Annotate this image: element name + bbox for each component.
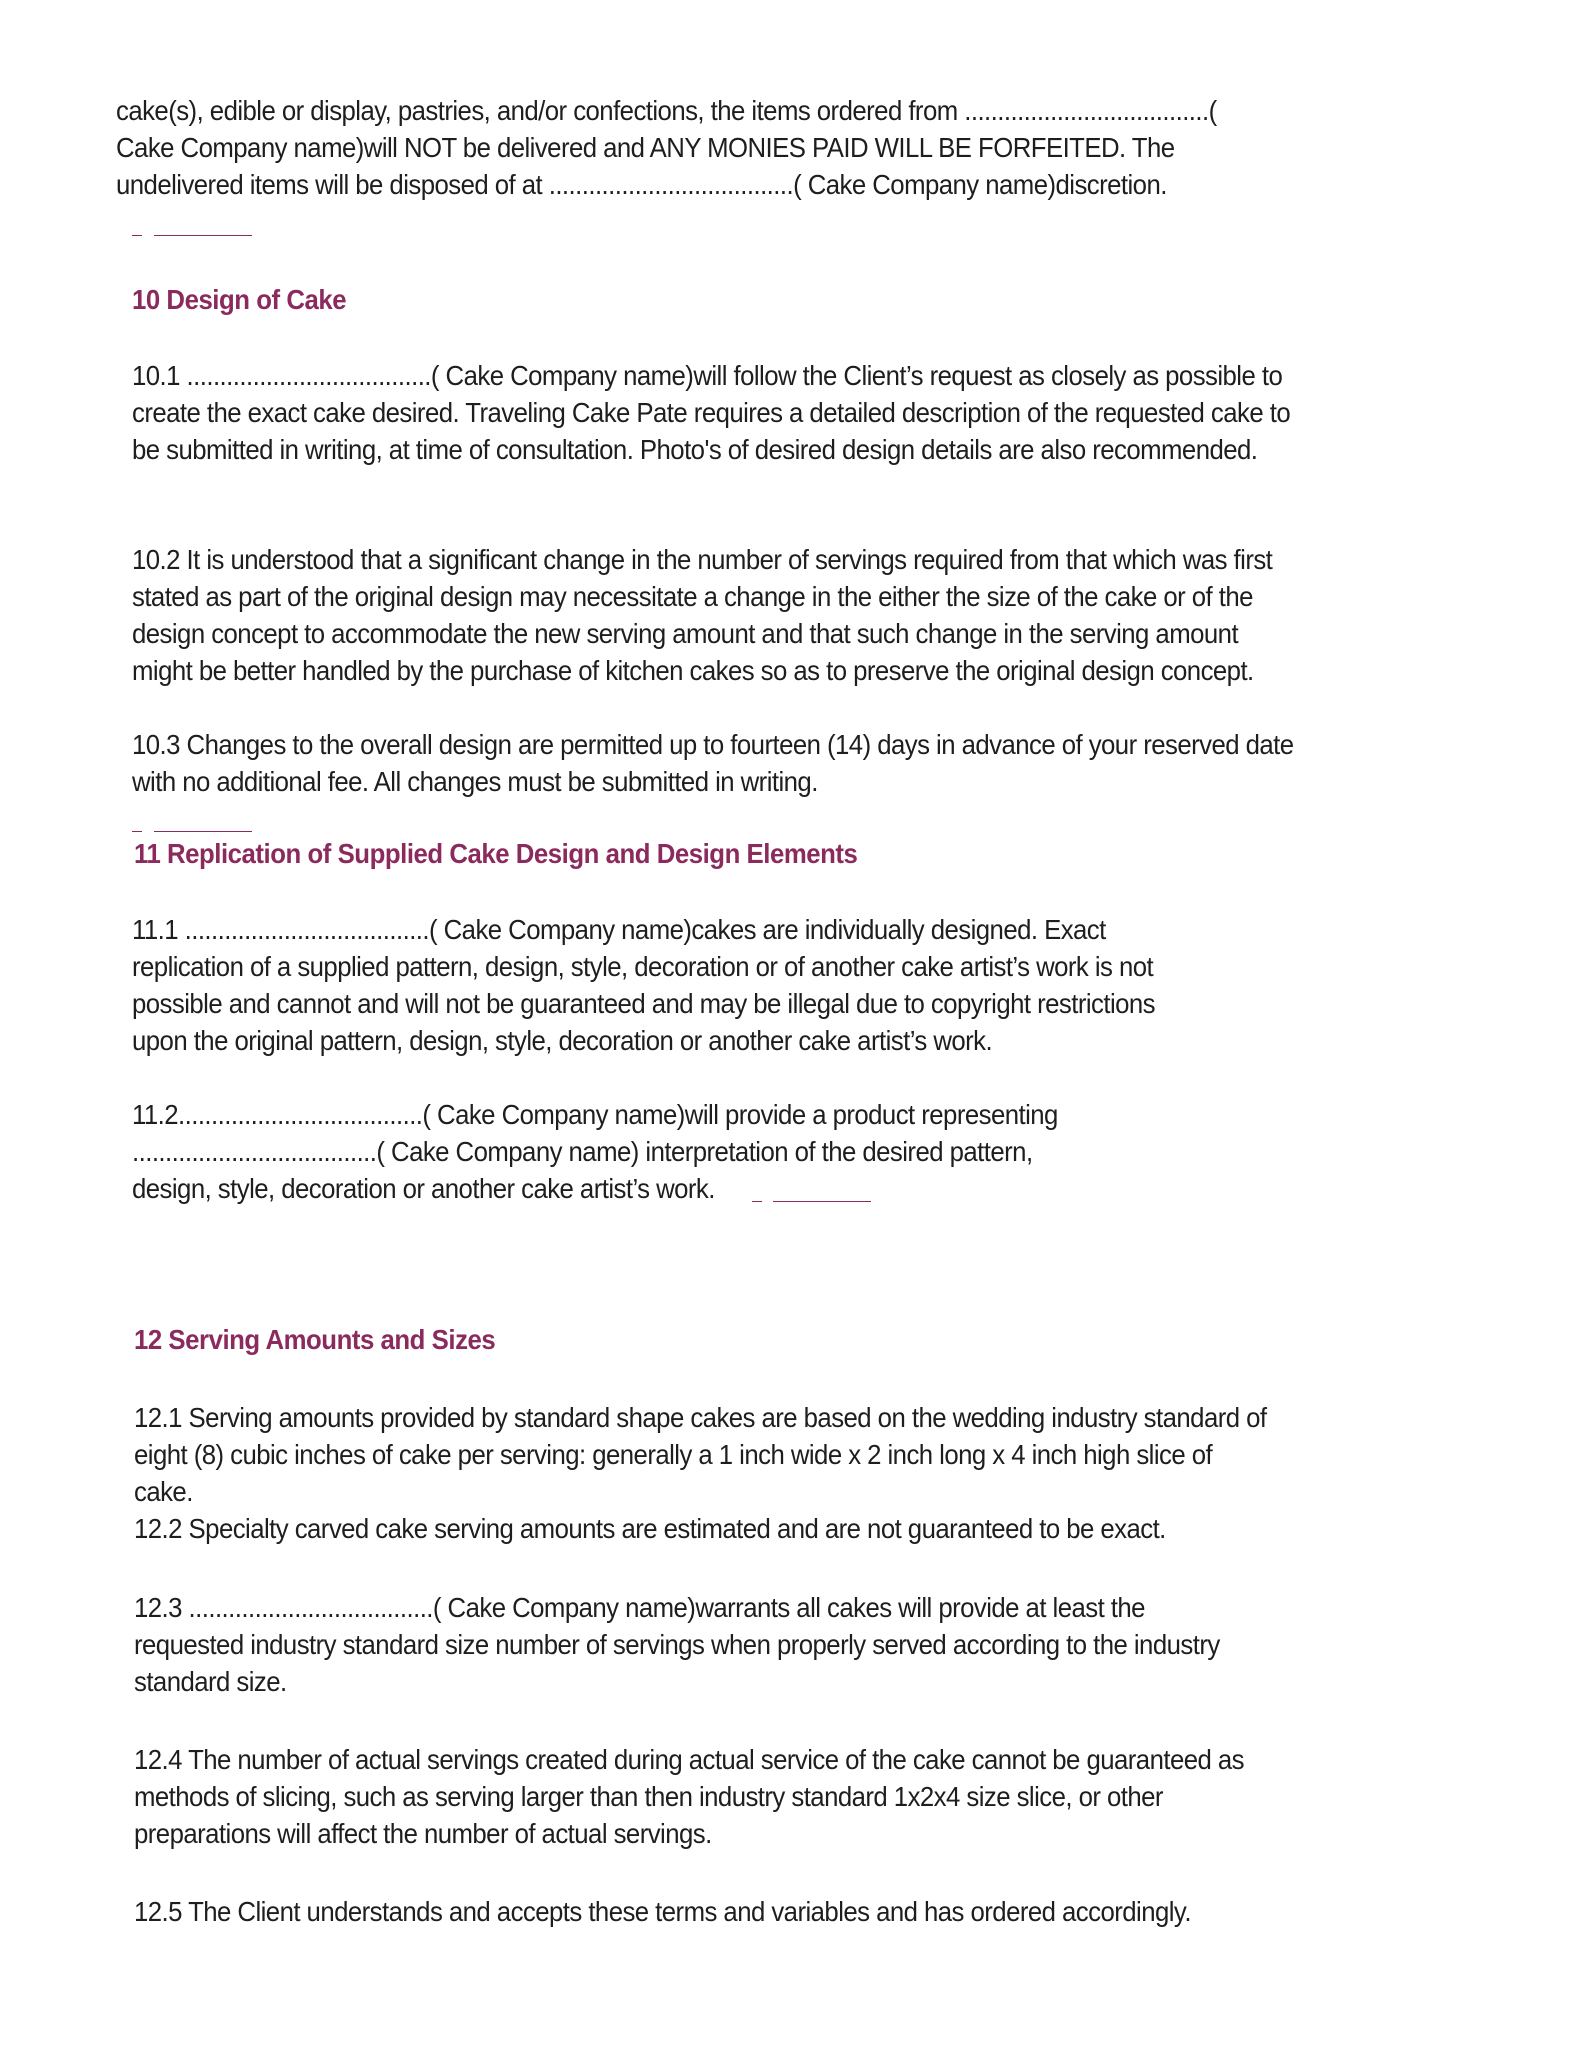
text-line: 11.2.....................................( Cake Company name)will provide a product representing — [132, 1099, 1058, 1130]
text-line: 10.1 .....................................( Cake Company name)will follow the Client’s request as closely as possible to — [132, 360, 1283, 391]
text-line: create the exact cake desired. Traveling Cake Pate requires a detailed description of the requested cake to — [132, 397, 1291, 428]
text-line: design concept to accommodate the new serving amount and that such change in the serving amount — [132, 618, 1239, 649]
section-heading-11: 11 Replication of Supplied Cake Design and Design Elements — [134, 838, 858, 869]
paragraph-12-3 — [134, 1589, 1220, 1700]
text-line: 10.3 Changes to the overall design are permitted up to fourteen (14) days in advance of your reserved date — [132, 729, 1294, 760]
text-line: 12.5 The Client understands and accepts these terms and variables and has ordered accordingly. — [134, 1896, 1191, 1927]
divider-rule — [132, 831, 142, 832]
text-line: stated as part of the original design may necessitate a change in the either the size of the cake or of the — [132, 581, 1253, 612]
text-line: undelivered items will be disposed of at .....................................( Cake Company name)discretion. — [116, 169, 1167, 200]
divider-rule — [773, 1201, 871, 1202]
text-line: 11.1 .....................................( Cake Company name)cakes are individually designed. Exact — [132, 914, 1106, 945]
text-line: 10.2 It is understood that a significant change in the number of servings required from that which was first — [132, 544, 1273, 575]
paragraph-12-5 — [134, 1893, 1191, 1930]
divider-rule — [154, 831, 252, 832]
text-line: replication of a supplied pattern, design, style, decoration or of another cake artist’s work is not — [132, 951, 1154, 982]
intro-paragraph — [116, 92, 1217, 203]
text-line: requested industry standard size number of servings when properly served according to the industry — [134, 1629, 1220, 1660]
text-line: 12.4 The number of actual servings created during actual service of the cake cannot be guaranteed as — [134, 1744, 1244, 1775]
text-line: cake(s), edible or display, pastries, and/or confections, the items ordered from .....................................( — [116, 95, 1217, 126]
section-heading-12: 12 Serving Amounts and Sizes — [134, 1324, 496, 1355]
paragraph-11-2 — [132, 1096, 1058, 1207]
text-line: 12.1 Serving amounts provided by standard shape cakes are based on the wedding industry standard of — [134, 1402, 1267, 1433]
text-line: 12.3 .....................................( Cake Company name)warrants all cakes will provide at least the — [134, 1592, 1145, 1623]
paragraph-11-1 — [132, 911, 1155, 1059]
text-line: upon the original pattern, design, style, decoration or another cake artist’s work. — [132, 1025, 993, 1056]
text-line: design, style, decoration or another cake artist’s work. — [132, 1173, 715, 1204]
text-line: might be better handled by the purchase of kitchen cakes so as to preserve the original design concept. — [132, 655, 1254, 686]
paragraph-10-2 — [132, 541, 1272, 689]
divider-rule — [132, 235, 142, 236]
text-line: with no additional fee. All changes must be submitted in writing. — [132, 766, 818, 797]
paragraph-10-1 — [132, 357, 1290, 468]
divider-rule — [154, 235, 252, 236]
paragraph-12-1 — [134, 1399, 1267, 1547]
paragraph-12-4 — [134, 1741, 1244, 1852]
text-line: be submitted in writing, at time of consultation. Photo's of desired design details are also recommended. — [132, 434, 1258, 465]
text-line: methods of slicing, such as serving larger than then industry standard 1x2x4 size slice, or other — [134, 1781, 1163, 1812]
text-line: possible and cannot and will not be guaranteed and may be illegal due to copyright restrictions — [132, 988, 1156, 1019]
text-line: eight (8) cubic inches of cake per serving: generally a 1 inch wide x 2 inch long x 4 inch high slice of — [134, 1439, 1213, 1470]
text-line: standard size. — [134, 1666, 287, 1697]
text-line: .....................................( Cake Company name) interpretation of the desired pattern, — [132, 1136, 1033, 1167]
section-heading-10: 10 Design of Cake — [132, 284, 347, 315]
text-line: cake. — [134, 1476, 193, 1507]
text-line: preparations will affect the number of actual servings. — [134, 1818, 712, 1849]
divider-rule — [752, 1201, 762, 1202]
text-line: 12.2 Specialty carved cake serving amounts are estimated and are not guaranteed to be exact. — [134, 1513, 1166, 1544]
text-line: Cake Company name)will NOT be delivered and ANY MONIES PAID WILL BE FORFEITED. The — [116, 132, 1175, 163]
paragraph-10-3 — [132, 726, 1294, 800]
